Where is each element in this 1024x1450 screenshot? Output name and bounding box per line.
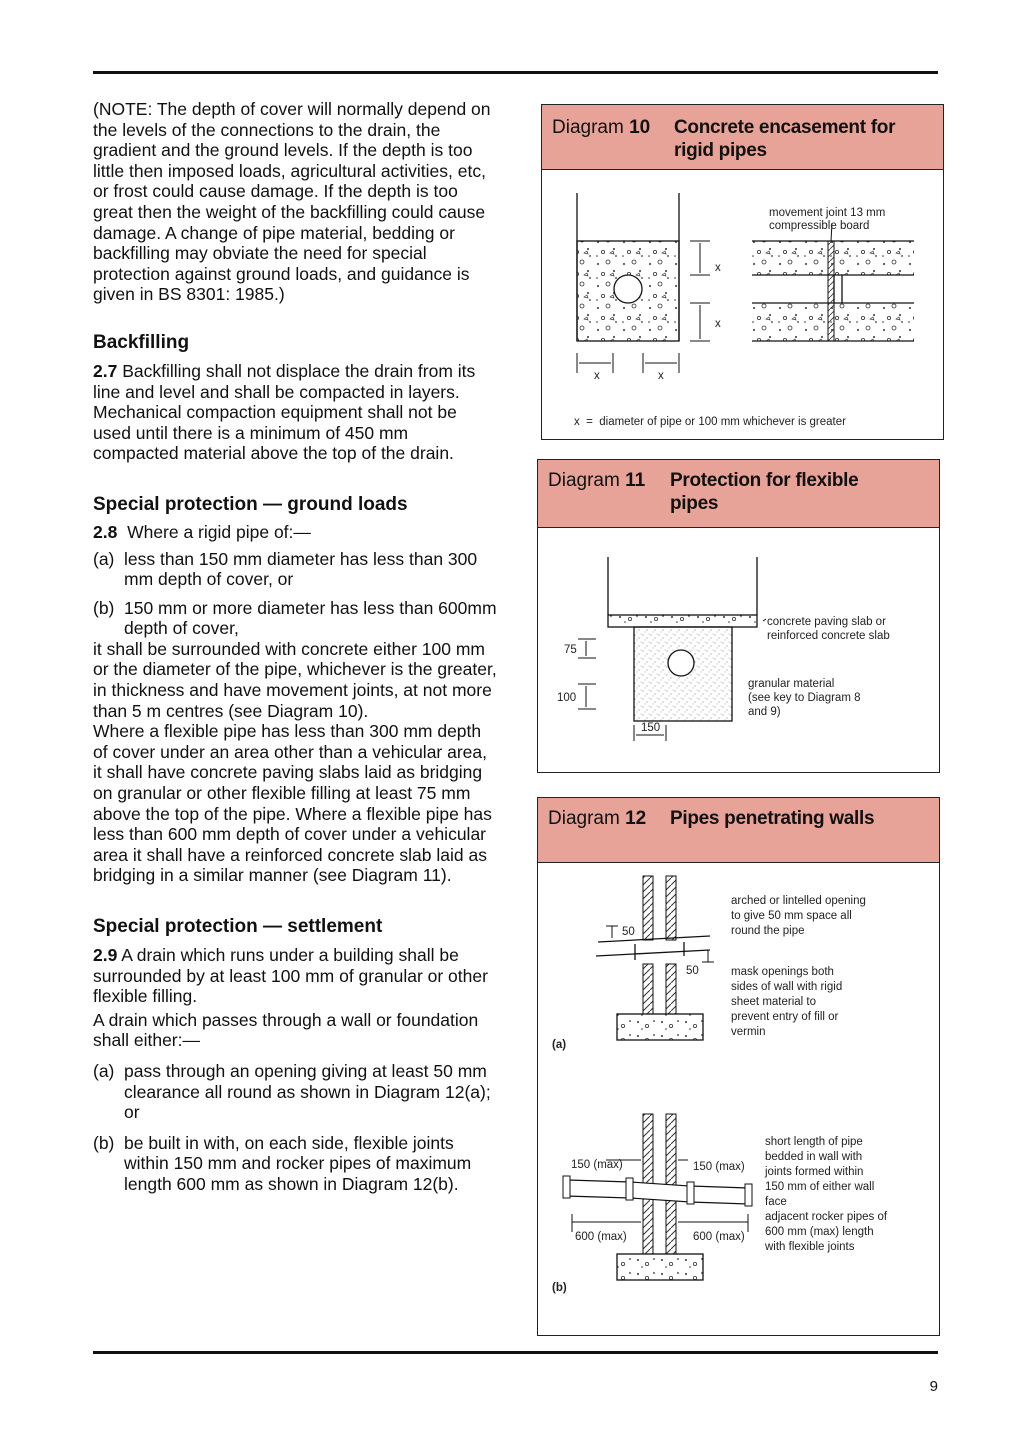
bottom-rule <box>93 1351 938 1354</box>
svg-text:and 9): and 9) <box>748 706 781 718</box>
diagram-10-header: Diagram 10 Concrete encasement for rigid pipes <box>542 105 943 170</box>
settlement-heading: Special protection — settlement <box>93 916 383 937</box>
svg-text:150 (max): 150 (max) <box>693 1161 745 1173</box>
svg-text:concrete paving slab or: concrete paving slab or <box>767 616 886 628</box>
svg-text:sides of wall with rigid: sides of wall with rigid <box>731 981 843 993</box>
diagram-12-title: Pipes penetrating walls <box>670 808 875 829</box>
svg-text:150 mm of either wall: 150 mm of either wall <box>765 1181 875 1193</box>
svg-text:(b): (b) <box>552 1282 567 1294</box>
para-2-9: 2.9 A drain which runs under a building shall be surrounded by at least 100 mm of granular or other flexible filling. <box>93 945 488 1007</box>
para-2-8: 2.8 Where a rigid pipe of:— <box>93 521 311 542</box>
para-2-8-cont: it shall be surrounded with concrete either 100 mm or the diameter of the pipe, whichever is the greater, in thickness and have movement joints, at not more than 5 m centres (see Diagram 10). <box>93 638 497 721</box>
svg-text:x: x <box>715 318 721 330</box>
diagram-11-title: Protection for flexible pipes <box>670 470 859 514</box>
diagram-10 <box>541 104 944 440</box>
svg-text:50: 50 <box>686 965 699 977</box>
svg-text:150: 150 <box>641 722 661 734</box>
svg-text:compressible board: compressible board <box>769 220 870 232</box>
svg-text:movement joint 13 mm: movement joint 13 mm <box>769 207 886 219</box>
list-item: (b) 150 mm or more diameter has less than 600mm depth of cover, <box>93 597 497 639</box>
svg-text:x: x <box>715 262 721 274</box>
diagram-12 <box>537 797 940 1336</box>
svg-text:to give 50 mm space all: to give 50 mm space all <box>731 910 852 922</box>
svg-text:face: face <box>765 1196 787 1208</box>
svg-text:(see key to Diagram 8: (see key to Diagram 8 <box>748 692 861 704</box>
diagram-11-header: Diagram 11 Protection for flexible pipes <box>538 460 939 528</box>
diagram-12-header: Diagram 12 Pipes penetrating walls <box>538 798 939 863</box>
svg-text:600 mm (max) length: 600 mm (max) length <box>765 1226 874 1238</box>
svg-text:x: x <box>594 370 600 382</box>
left-column <box>93 99 498 1195</box>
svg-text:prevent entry of fill or: prevent entry of fill or <box>731 1011 839 1023</box>
diagram-11-drawing <box>538 529 939 772</box>
para-2-8-flexible: Where a flexible pipe has less than 300 mm depth of cover under an area other than a vehicular area, it shall have concrete paving slabs laid as bridging on granular or other flexible filling at least 75 mm above the top of the pipe. Where a flexible pipe has less than 600 mm depth of cover under a vehicular area it shall have a reinforced concrete slab laid as bridging in a similar manner (see Diagram 11). <box>93 721 492 886</box>
svg-text:reinforced concrete slab: reinforced concrete slab <box>767 630 890 642</box>
svg-text:arched or lintelled opening: arched or lintelled opening <box>731 895 866 907</box>
svg-text:600 (max): 600 (max) <box>693 1231 745 1243</box>
svg-text:adjacent rocker pipes of: adjacent rocker pipes of <box>765 1211 888 1223</box>
para-2-7: 2.7 Backfilling shall not displace the drain from its line and level and shall be compacted in layers. Mechanical compaction equipment shall not be used until there is a minimum of 450 mm compacted material above the top of the drain. <box>93 360 476 464</box>
list-item: (b) be built in with, on each side, flexible joints within 150 mm and rocker pipes of maximum length 600 mm as shown in Diagram 12(b). <box>93 1132 472 1194</box>
diagram-10-title: Concrete encasement for rigid pipes <box>674 117 896 161</box>
ground-loads-heading: Special protection — ground loads <box>93 493 408 515</box>
svg-text:75: 75 <box>564 644 577 656</box>
svg-text:(a): (a) <box>552 1039 567 1051</box>
svg-text:vermin: vermin <box>731 1026 766 1038</box>
backfilling-heading: Backfilling <box>93 331 190 353</box>
svg-text:granular material: granular material <box>748 678 835 690</box>
page-number: 9 <box>929 1378 938 1395</box>
list-item: (a) less than 150 mm diameter has less than 300 mm depth of cover, or <box>93 548 478 590</box>
svg-text:sheet material to: sheet material to <box>731 996 817 1008</box>
svg-text:100: 100 <box>557 692 577 704</box>
svg-text:x = diameter of pipe or 100: x = diameter of pipe or 100 mm whichever is greater <box>574 416 846 428</box>
svg-text:with flexible joints: with flexible joints <box>765 1241 855 1253</box>
para-2-9-cont: A drain which passes through a wall or foundation shall either:— <box>93 1009 479 1051</box>
svg-text:x: x <box>658 370 664 382</box>
svg-text:joints formed within: joints formed within <box>765 1166 864 1178</box>
svg-text:150 (max): 150 (max) <box>571 1159 623 1171</box>
svg-text:50: 50 <box>622 926 635 938</box>
svg-text:short length of pipe: short length of pipe <box>765 1136 863 1148</box>
svg-text:bedded in wall with: bedded in wall with <box>765 1151 863 1163</box>
diagram-12-drawing <box>538 864 939 1335</box>
depth-note: (NOTE: The depth of cover will normally depend on the levels of the connections to the drain, the gradient and the ground levels. If the depth is too little then imposed loads, agricultural activities, etc, or frost could cause damage. If the depth is too great then the weight of the backfilling could cause damage. A change of pipe material, bedding or backfilling may obviate the need for special protection against ground loads, and guidance is given in BS 8301: 1985.) <box>93 99 491 305</box>
svg-text:mask openings both: mask openings both <box>731 966 834 978</box>
top-rule <box>93 71 938 74</box>
svg-text:600 (max): 600 (max) <box>575 1231 627 1243</box>
diagram-11 <box>537 459 940 773</box>
diagram-10-drawing <box>542 171 943 439</box>
svg-text:round the pipe: round the pipe <box>731 925 805 937</box>
list-item: (a) pass through an opening giving at least 50 mm clearance all round as shown in Diagram 12(a); or <box>93 1060 491 1123</box>
